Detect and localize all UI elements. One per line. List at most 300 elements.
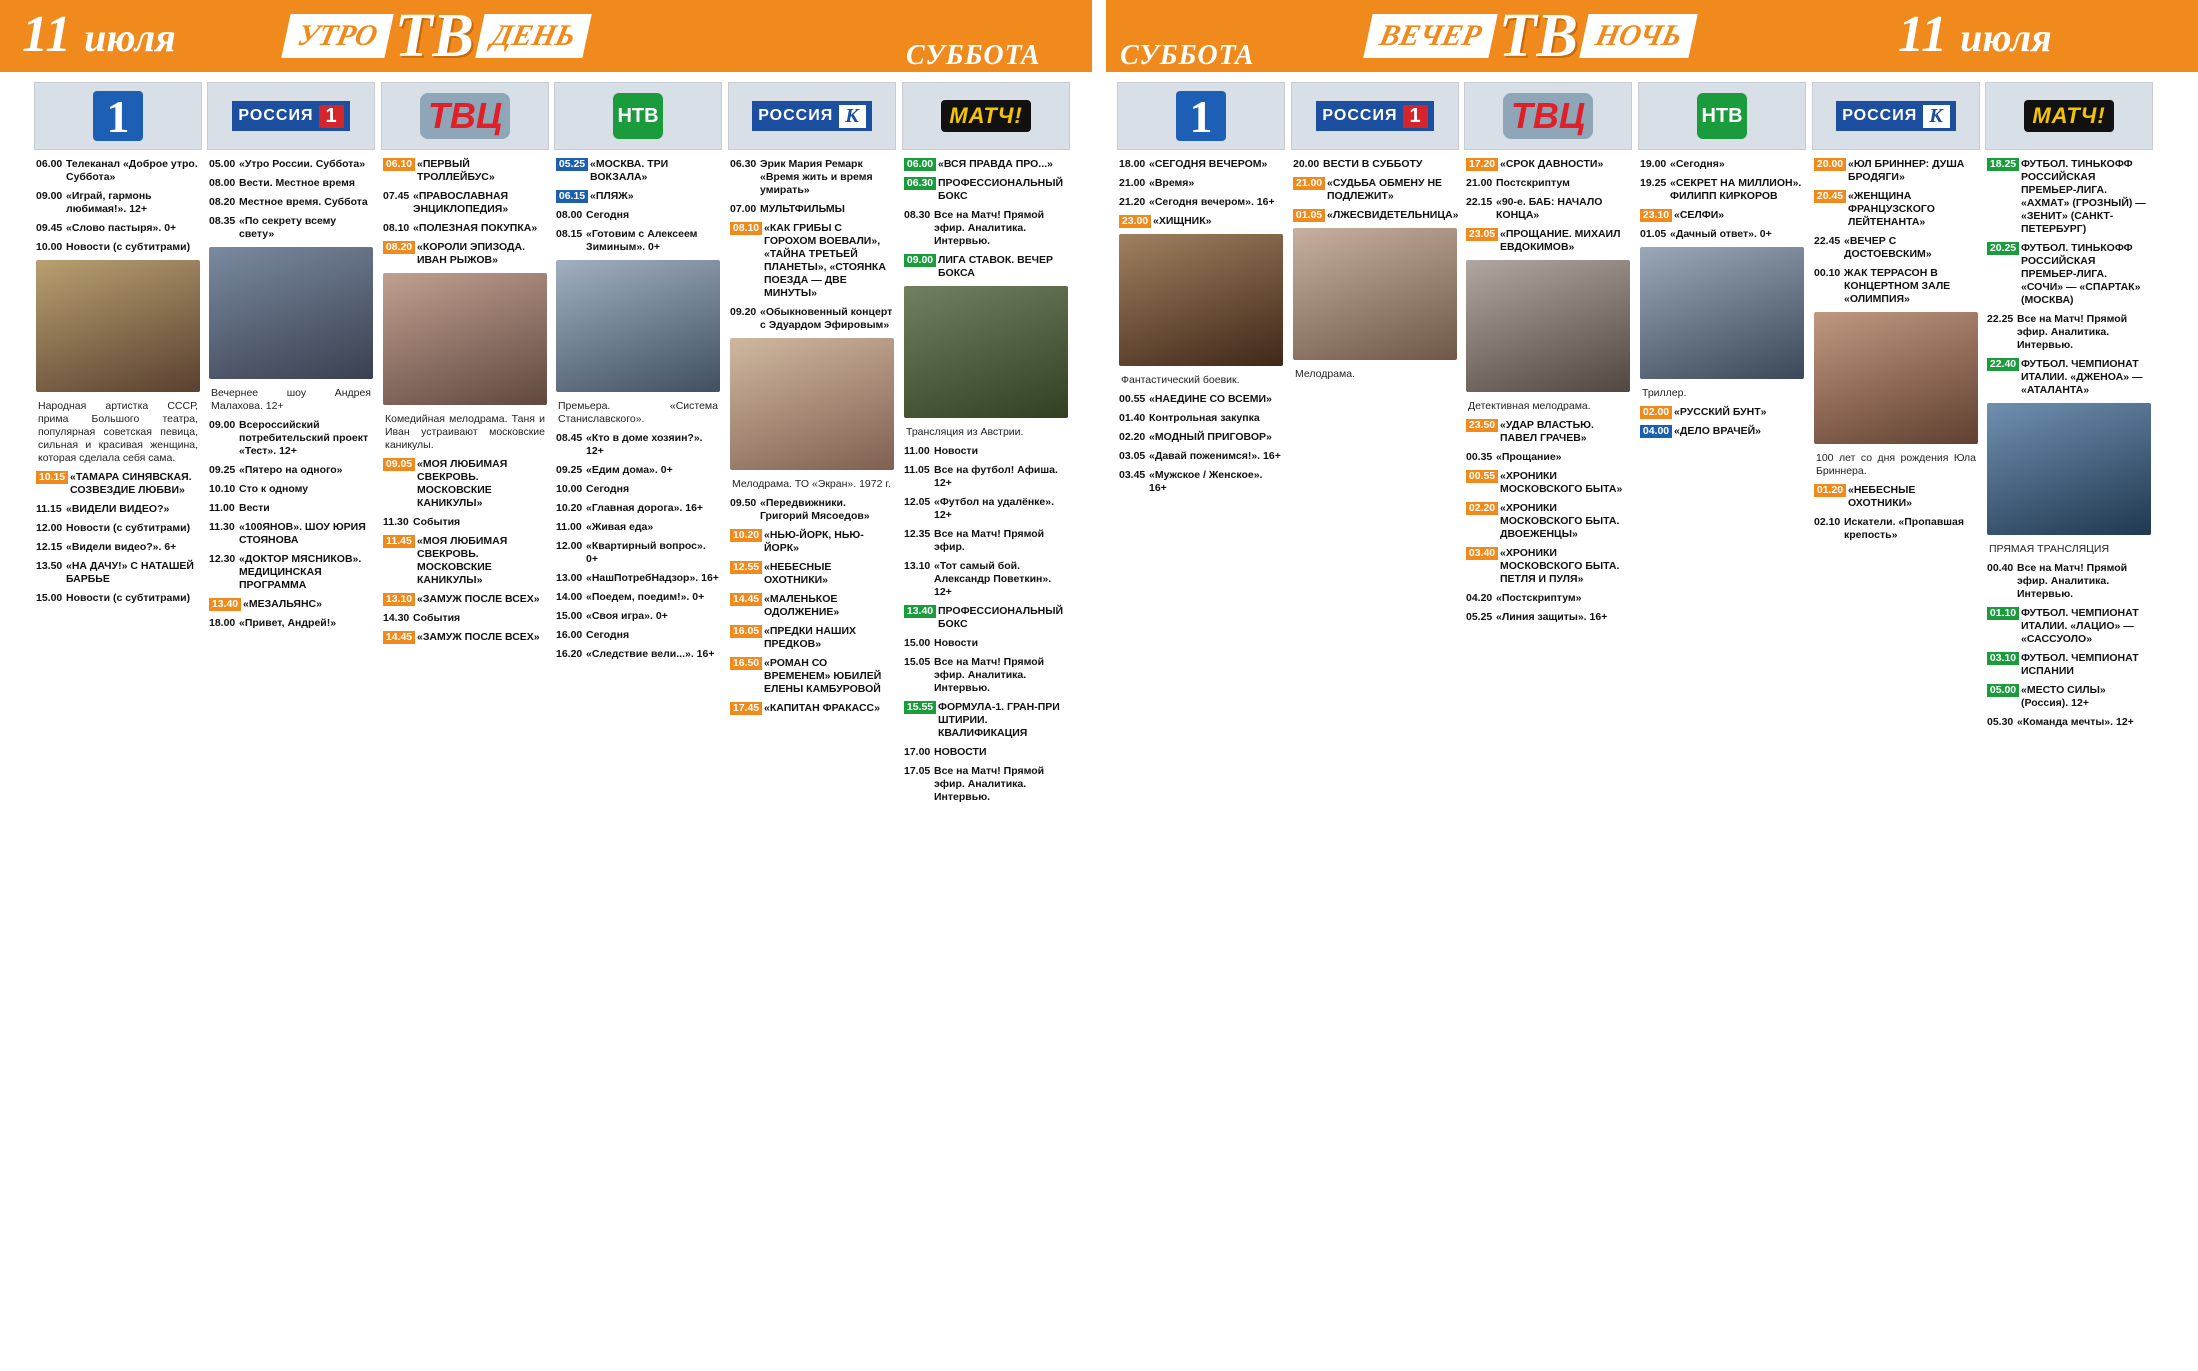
program-time: 22.45 <box>1814 235 1841 247</box>
program-title: Эрик Мария Ремарк «Время жить и время умирать» <box>760 158 873 196</box>
program-item <box>556 209 720 222</box>
program-list <box>34 150 202 605</box>
program-list <box>1985 150 2153 729</box>
program-description: Детективная мелодрама. <box>1468 400 1591 412</box>
program-title: ФУТБОЛ. ЧЕМПИОНАТ ИТАЛИИ. «ЛАЦИО» — «САССУОЛО» <box>2021 607 2139 645</box>
channel-logo-text: РОССИЯ <box>758 107 834 124</box>
program-item <box>1987 716 2151 729</box>
program-item <box>730 203 894 216</box>
program-time: 12.55 <box>730 561 762 574</box>
program-title: «ХРОНИКИ МОСКОВСКОГО БЫТА» <box>1500 470 1623 495</box>
program-time: 14.45 <box>730 593 762 606</box>
program-time: 13.40 <box>209 598 241 611</box>
program-item <box>1466 196 1630 222</box>
program-item <box>730 593 894 619</box>
program-title: Сегодня <box>586 629 630 641</box>
program-time: 03.10 <box>1987 652 2019 665</box>
program-time: 20.00 <box>1814 158 1846 171</box>
program-photo <box>1466 260 1630 392</box>
program-item <box>1119 450 1283 463</box>
channel-column <box>1464 82 1632 1364</box>
program-title: «НашПотребНадзор». 16+ <box>586 572 719 584</box>
program-time: 17.45 <box>730 702 762 715</box>
program-time: 19.00 <box>1640 158 1667 170</box>
program-item <box>36 522 200 535</box>
program-item <box>209 177 373 190</box>
program-title: «ПОЛЕЗНАЯ ПОКУПКА» <box>413 222 538 234</box>
program-title: «Привет, Андрей!» <box>239 617 337 629</box>
program-time: 02.00 <box>1640 406 1672 419</box>
program-title: «МОСКВА. ТРИ ВОКЗАЛА» <box>590 158 669 183</box>
program-time: 15.55 <box>904 701 936 714</box>
program-description: Мелодрама. ТО «Экран». 1972 г. <box>732 478 891 490</box>
program-time: 12.35 <box>904 528 931 540</box>
program-title: «Передвижники. Григорий Мясоедов» <box>760 497 870 522</box>
program-item <box>904 656 1068 695</box>
program-item <box>36 222 200 235</box>
channel-logo-text: 1 <box>1189 90 1213 142</box>
logo-word-day: ДЕНЬ <box>475 14 591 58</box>
program-time: 14.30 <box>383 612 410 624</box>
program-time: 21.00 <box>1293 177 1325 190</box>
program-item <box>1814 267 1978 306</box>
program-time: 15.05 <box>904 656 931 668</box>
program-item <box>383 516 547 529</box>
program-item <box>383 593 547 606</box>
program-title: Все на Матч! Прямой эфир. Аналитика. Интервью. <box>2017 562 2128 600</box>
program-item <box>1640 177 1804 203</box>
program-time: 22.25 <box>1987 313 2014 325</box>
program-item <box>1119 196 1283 209</box>
program-title: «МОДНЫЙ ПРИГОВОР» <box>1149 431 1272 443</box>
program-time: 09.25 <box>209 464 236 476</box>
program-item <box>1640 209 1804 222</box>
program-title: Сегодня <box>586 483 630 495</box>
program-time: 23.50 <box>1466 419 1498 432</box>
program-item <box>383 535 547 587</box>
channel-logo <box>1503 93 1593 139</box>
program-item <box>209 617 373 630</box>
program-title: «МЕСТО СИЛЫ» (Россия). 12+ <box>2021 684 2106 709</box>
program-title: «СРОК ДАВНОСТИ» <box>1500 158 1604 170</box>
program-time: 09.25 <box>556 464 583 476</box>
program-list <box>1464 150 1632 624</box>
program-list <box>207 150 375 630</box>
program-title: «Главная дорога». 16+ <box>586 502 704 514</box>
program-title: ПРОФЕССИОНАЛЬНЫЙ БОКС <box>938 177 1064 202</box>
program-title: «КАК ГРИБЫ С ГОРОХОМ ВОЕВАЛИ», «ТАЙНА ТРЕТЬЕЙ ПЛАНЕТЫ», «СТОЯНКА ПОЕЗДА — ДВЕ МИНУТЫ» <box>764 222 886 299</box>
program-time: 11.00 <box>209 502 235 514</box>
program-item <box>904 765 1068 804</box>
program-item <box>1119 469 1283 495</box>
program-list <box>902 150 1070 804</box>
program-time: 15.00 <box>556 610 583 622</box>
channel-logo <box>2024 100 2113 132</box>
channel-column <box>728 82 896 1364</box>
program-title: «Мужское / Женское». 16+ <box>1149 469 1263 494</box>
logo-tv: ТВ <box>394 2 475 70</box>
program-time: 09.50 <box>730 497 757 509</box>
program-item <box>1466 177 1630 190</box>
program-item <box>1466 470 1630 496</box>
program-time: 08.20 <box>383 241 415 254</box>
program-title: «СЕГОДНЯ ВЕЧЕРОМ» <box>1149 158 1268 170</box>
program-time: 00.55 <box>1119 393 1146 405</box>
channel-logo <box>1316 101 1433 131</box>
program-time: 02.10 <box>1814 516 1841 528</box>
channel-column <box>34 82 202 1364</box>
program-time: 12.00 <box>556 540 583 552</box>
channel-logo-box <box>1812 82 1980 150</box>
vecher-noch-logo <box>1368 2 1693 70</box>
channel-column <box>902 82 1070 1364</box>
program-item <box>1293 177 1457 203</box>
program-time: 23.00 <box>1119 215 1151 228</box>
program-item <box>383 458 547 510</box>
program-time: 05.00 <box>209 158 236 170</box>
program-title: «ВЕЧЕР С ДОСТОЕВСКИМ» <box>1844 235 1932 260</box>
program-photo <box>1814 312 1978 444</box>
program-item <box>1640 406 1804 419</box>
program-time: 11.15 <box>36 503 62 515</box>
program-title: «НА ДАЧУ!» С НАТАШЕЙ БАРБЬЕ <box>66 560 194 585</box>
channel-logo <box>93 91 143 141</box>
program-item <box>904 560 1068 599</box>
program-time: 03.45 <box>1119 469 1146 481</box>
program-title: «Видели видео?». 6+ <box>66 541 177 553</box>
program-item <box>1119 158 1283 171</box>
program-time: 16.05 <box>730 625 762 638</box>
program-title: «Линия защиты». 16+ <box>1496 611 1608 623</box>
program-item <box>1987 652 2151 678</box>
program-title: События <box>413 612 461 624</box>
program-item <box>209 483 373 496</box>
program-time: 02.20 <box>1466 502 1498 515</box>
channel-logo-number: К <box>839 105 866 128</box>
program-time: 11.30 <box>383 516 409 528</box>
program-title: «НЕБЕСНЫЕ ОХОТНИКИ» <box>764 561 832 586</box>
program-time: 06.00 <box>36 158 63 170</box>
program-time: 23.10 <box>1640 209 1672 222</box>
program-time: 09.45 <box>36 222 63 234</box>
program-title: «ЖЕНЩИНА ФРАНЦУЗСКОГО ЛЕЙТЕНАНТА» <box>1848 190 1935 228</box>
program-time: 06.30 <box>904 177 936 190</box>
channel-logo-text: МАТЧ! <box>949 103 1023 128</box>
program-item <box>556 502 720 515</box>
channel-logo-text: РОССИЯ <box>1842 107 1918 124</box>
program-item <box>730 306 894 332</box>
program-title: «НАЕДИНЕ СО ВСЕМИ» <box>1149 393 1272 405</box>
program-title: «Футбол на удалёнке». 12+ <box>934 496 1055 521</box>
program-time: 20.45 <box>1814 190 1846 203</box>
program-title: «ВИДЕЛИ ВИДЕО?» <box>66 503 170 515</box>
program-title: «Сегодня» <box>1670 158 1725 170</box>
program-title: Искатели. «Пропавшая крепость» <box>1844 516 1964 541</box>
program-photo <box>1987 403 2151 535</box>
program-time: 06.00 <box>904 158 936 171</box>
program-time: 01.20 <box>1814 484 1846 497</box>
program-item <box>730 702 894 715</box>
channel-column <box>381 82 549 1364</box>
program-title: «Пятеро на одного» <box>239 464 343 476</box>
program-item <box>904 605 1068 631</box>
program-item <box>556 190 720 203</box>
program-time: 16.00 <box>556 629 583 641</box>
program-item <box>209 464 373 477</box>
program-item <box>904 445 1068 458</box>
program-item <box>1466 547 1630 586</box>
program-time: 15.00 <box>904 637 931 649</box>
program-title: ФУТБОЛ. ЧЕМПИОНАТ ИСПАНИИ <box>2021 652 2139 677</box>
program-item <box>730 497 894 523</box>
program-item <box>383 241 547 267</box>
program-time: 05.25 <box>1466 611 1493 623</box>
program-time: 18.00 <box>1119 158 1146 170</box>
program-title: «Следствие вели...». 16+ <box>586 648 715 660</box>
program-title: Всероссийский потребительский проект «Тест». 12+ <box>239 419 369 457</box>
program-description: Фантастический боевик. <box>1121 374 1240 386</box>
program-item <box>904 701 1068 740</box>
program-title: Все на Матч! Прямой эфир. <box>934 528 1045 553</box>
program-item <box>730 561 894 587</box>
program-item <box>383 631 547 644</box>
program-item <box>730 222 894 300</box>
program-item <box>1987 158 2151 236</box>
program-item <box>556 572 720 585</box>
program-title: «ПРАВОСЛАВНАЯ ЭНЦИКЛОПЕДИЯ» <box>413 190 509 215</box>
program-time: 12.00 <box>36 522 63 534</box>
program-title: ФУТБОЛ. ТИНЬКОФФ РОССИЙСКАЯ ПРЕМЬЕР-ЛИГА. «АХМАТ» (ГРОЗНЫЙ) — «ЗЕНИТ» (САНКТ-ПЕТЕРБУРГ) <box>2021 158 2146 235</box>
program-title: ВЕСТИ В СУББОТУ <box>1323 158 1423 170</box>
channel-logo <box>1697 93 1747 139</box>
program-item <box>209 215 373 241</box>
program-title: «ТАМАРА СИНЯВСКАЯ. СОЗВЕЗДИЕ ЛЮБВИ» <box>70 471 192 496</box>
channel-logo <box>1836 101 1956 131</box>
program-time: 01.10 <box>1987 607 2019 620</box>
program-time: 09.00 <box>904 254 936 267</box>
program-item <box>1466 451 1630 464</box>
program-title: Постскриптум <box>1496 177 1570 189</box>
program-time: 17.20 <box>1466 158 1498 171</box>
program-title: Новости (с субтитрами) <box>66 522 191 534</box>
channel-logo-number: 1 <box>1403 105 1427 128</box>
program-description: ПРЯМАЯ ТРАНСЛЯЦИЯ <box>1989 543 2110 555</box>
program-item <box>556 521 720 534</box>
program-time: 21.20 <box>1119 196 1146 208</box>
program-item <box>904 177 1068 203</box>
program-title: «КОРОЛИ ЭПИЗОДА. ИВАН РЫЖОВ» <box>417 241 526 266</box>
channel-logo-text: 1 <box>106 90 130 142</box>
program-title: «ПРЕДКИ НАШИХ ПРЕДКОВ» <box>764 625 857 650</box>
program-title: «СЕЛФИ» <box>1674 209 1725 221</box>
channel-column <box>1985 82 2153 1364</box>
program-title: «Играй, гармонь любимая!». 12+ <box>66 190 152 215</box>
logo-tv: ТВ <box>1498 2 1579 70</box>
program-item <box>1119 177 1283 190</box>
program-title: Контрольная закупка <box>1149 412 1260 424</box>
program-title: «Время» <box>1149 177 1195 189</box>
program-title: МУЛЬТФИЛЬМЫ <box>760 203 845 215</box>
program-title: ФУТБОЛ. ЧЕМПИОНАТ ИТАЛИИ. «ДЖЕНОА» — «АТАЛАНТА» <box>2021 358 2143 396</box>
program-title: Новости (с субтитрами) <box>66 241 191 253</box>
program-title: «Утро России. Суббота» <box>239 158 366 170</box>
program-title: Сегодня <box>586 209 630 221</box>
header-day-of-week: СУББОТА <box>1120 40 1255 71</box>
program-title: «Слово пастыря». 0+ <box>66 222 177 234</box>
program-item <box>556 228 720 254</box>
program-item <box>383 158 547 184</box>
program-item <box>1814 484 1978 510</box>
program-item <box>556 432 720 458</box>
program-title: «МЕЗАЛЬЯНС» <box>243 598 322 610</box>
program-time: 09.20 <box>730 306 757 318</box>
program-photo <box>36 260 200 392</box>
program-title: «УДАР ВЛАСТЬЮ. ПАВЕЛ ГРАЧЕВ» <box>1500 419 1594 444</box>
program-item <box>209 553 373 592</box>
program-item <box>383 222 547 235</box>
program-title: «Обыкновенный концерт с Эдуардом Эфировым» <box>760 306 893 331</box>
header-date: 11 июля <box>22 6 176 63</box>
program-item <box>1987 684 2151 710</box>
program-time: 18.00 <box>209 617 236 629</box>
program-time: 19.25 <box>1640 177 1667 189</box>
program-item <box>1987 242 2151 307</box>
channel-logo-box <box>1985 82 2153 150</box>
program-title: «Живая еда» <box>586 521 654 533</box>
program-title: «Дачный ответ». 0+ <box>1670 228 1772 240</box>
program-time: 10.15 <box>36 471 68 484</box>
program-title: «СУДЬБА ОБМЕНУ НЕ ПОДЛЕЖИТ» <box>1327 177 1443 202</box>
program-time: 06.10 <box>383 158 415 171</box>
program-title: Все на Матч! Прямой эфир. Аналитика. Интервью. <box>934 765 1045 803</box>
program-item <box>36 560 200 586</box>
channel-logo-box <box>728 82 896 150</box>
program-time: 11.45 <box>383 535 415 548</box>
program-time: 15.00 <box>36 592 63 604</box>
program-description: Комедийная мелодрама. Таня и Иван устраивают московские каникулы. <box>385 413 545 451</box>
program-time: 10.00 <box>36 241 63 253</box>
program-item <box>1466 419 1630 445</box>
program-time: 09.00 <box>209 419 236 431</box>
program-item <box>1293 158 1457 171</box>
program-item <box>730 158 894 197</box>
program-item <box>209 158 373 171</box>
program-photo <box>730 338 894 470</box>
channel-logo-box <box>34 82 202 150</box>
program-title: Местное время. Суббота <box>239 196 368 208</box>
program-item <box>556 629 720 642</box>
program-item <box>730 657 894 696</box>
program-time: 03.05 <box>1119 450 1146 462</box>
program-list <box>381 150 549 644</box>
program-item <box>730 529 894 555</box>
program-time: 23.05 <box>1466 228 1498 241</box>
program-item <box>383 190 547 216</box>
program-item <box>1466 502 1630 541</box>
channel-logo-box <box>902 82 1070 150</box>
program-title: «Кто в доме хозяин?». 12+ <box>586 432 703 457</box>
program-photo <box>209 247 373 379</box>
program-time: 12.30 <box>209 553 236 565</box>
program-title: Все на Матч! Прямой эфир. Аналитика. Интервью. <box>934 209 1045 247</box>
program-description: Премьера. «Система Станиславского». <box>558 400 718 425</box>
logo-word-evening: ВЕЧЕР <box>1363 14 1497 58</box>
program-list <box>1117 150 1285 495</box>
program-title: ФУТБОЛ. ТИНЬКОФФ РОССИЙСКАЯ ПРЕМЬЕР-ЛИГА. «СОЧИ» — «СПАРТАК» (МОСКВА) <box>2021 242 2141 306</box>
channel-logo <box>232 101 349 131</box>
program-time: 18.25 <box>1987 158 2019 171</box>
program-title: «РОМАН СО ВРЕМЕНЕМ» ЮБИЛЕЙ ЕЛЕНЫ КАМБУРОВОЙ <box>764 657 882 695</box>
logo-word-night: НОЧЬ <box>1579 14 1698 58</box>
program-photo <box>556 260 720 392</box>
program-title: «Готовим с Алексеем Зиминым». 0+ <box>586 228 698 253</box>
program-item <box>904 496 1068 522</box>
program-item <box>209 521 373 547</box>
program-item <box>904 637 1068 650</box>
program-item <box>36 471 200 497</box>
program-item <box>209 419 373 458</box>
program-title: «Едим дома». 0+ <box>586 464 673 476</box>
program-time: 07.45 <box>383 190 410 202</box>
program-title: ФОРМУЛА-1. ГРАН-ПРИ ШТИРИИ. КВАЛИФИКАЦИЯ <box>938 701 1060 739</box>
program-title: Сто к одному <box>239 483 309 495</box>
program-time: 02.20 <box>1119 431 1146 443</box>
program-time: 16.50 <box>730 657 762 670</box>
program-item <box>36 592 200 605</box>
program-time: 05.30 <box>1987 716 2014 728</box>
program-item <box>36 503 200 516</box>
program-item <box>383 612 547 625</box>
channel-column <box>1812 82 1980 1364</box>
program-item <box>36 158 200 184</box>
program-time: 01.05 <box>1640 228 1667 240</box>
header-evening-part <box>1106 0 2198 72</box>
program-list <box>728 150 896 715</box>
program-title: «ЛЖЕСВИДЕТЕЛЬНИЦА» <box>1327 209 1459 221</box>
program-item <box>1119 412 1283 425</box>
program-time: 11.30 <box>209 521 235 533</box>
program-item <box>556 158 720 184</box>
program-title: ЛИГА СТАВОК. ВЕЧЕР БОКСА <box>938 254 1054 279</box>
channel-logo-box <box>381 82 549 150</box>
program-item <box>556 540 720 566</box>
program-time: 05.25 <box>556 158 588 171</box>
program-item <box>1119 393 1283 406</box>
program-item <box>904 464 1068 490</box>
program-title: «КАПИТАН ФРАКАСС» <box>764 702 880 714</box>
program-description: 100 лет со дня рождения Юла Бриннера. <box>1816 452 1976 477</box>
program-item <box>1119 215 1283 228</box>
program-time: 08.30 <box>904 209 931 221</box>
header-day-of-week: СУББОТА <box>906 40 1041 71</box>
program-title: «Команда мечты». 12+ <box>2017 716 2134 728</box>
program-item <box>36 190 200 216</box>
channel-logo-box <box>1117 82 1285 150</box>
program-item <box>1814 516 1978 542</box>
program-photo <box>904 286 1068 418</box>
program-time: 20.25 <box>1987 242 2019 255</box>
program-title: «Поедем, поедим!». 0+ <box>586 591 705 603</box>
program-title: «По секрету всему свету» <box>239 215 337 240</box>
program-item <box>1119 431 1283 444</box>
program-item <box>209 598 373 611</box>
program-photo <box>383 273 547 405</box>
channel-logo <box>752 101 872 131</box>
program-item <box>1466 158 1630 171</box>
program-time: 00.35 <box>1466 451 1493 463</box>
program-title: «90-е. БАБ: НАЧАЛО КОНЦА» <box>1496 196 1603 221</box>
program-time: 17.00 <box>904 746 931 758</box>
